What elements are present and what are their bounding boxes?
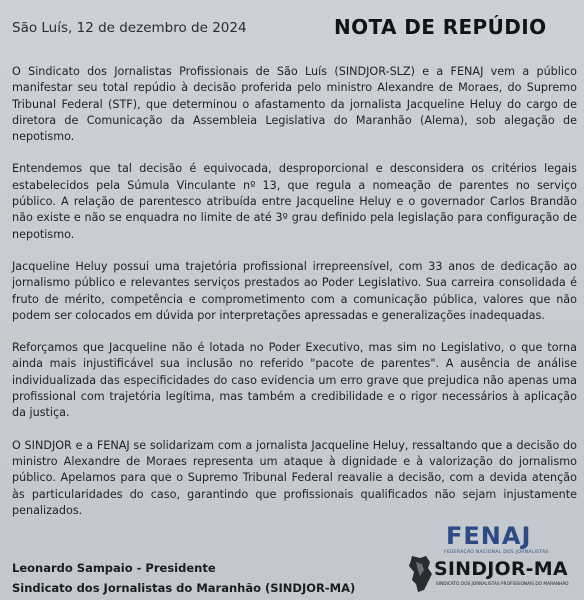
document-body: [12, 64, 577, 535]
fenaj-logo: FENAJ: [446, 522, 532, 550]
document-date: São Luís, 12 de dezembro de 2024: [12, 20, 247, 36]
document-title: NOTA DE REPÚDIO: [334, 15, 547, 39]
signature-name: Leonardo Sampaio - Presidente: [12, 561, 216, 575]
signature-organization: Sindicato dos Jornalistas do Maranhão (SINDJOR-MA): [12, 581, 356, 595]
sindjor-logo: SINDJOR-MA: [434, 558, 568, 580]
paragraph-5: O SINDJOR e a FENAJ se solidarizam com a jornalista Jacqueline Heluy, ressaltando que a decisão do ministro Alexandre de Moraes representa um ataque à dignidade e à valorização do jornalismo público. Apelamos para que o Supremo Tribunal Federal reavalie a decisão, com a devida atenção às particularidades do caso, garantindo que profissionais qualificados não sejam injustamente penalizados.: [12, 438, 577, 517]
maranhao-map-icon: [406, 554, 434, 594]
paragraph-2: Entendemos que tal decisão é equivocada, desproporcional e desconsidera os critérios legais estabelecidos pela Súmula Vinculante nº 13, que regula a nomeação de parentes no serviço público. A relação de parentesco atribuída entre Jacqueline Heluy e o governador Carlos Brandão não existe e não se enquadra no limite de até 3º grau definido pela legislação para configuração de nepotismo.: [12, 162, 577, 241]
sindjor-logo-subtitle: SINDICATO DOS JORNALISTAS PROFISSIONAIS DO MARANHÃO: [436, 582, 569, 587]
signature-block: [12, 558, 355, 598]
paragraph-1: O Sindicato dos Jornalistas Profissionais de São Luís (SINDJOR-SLZ) e a FENAJ vem a público manifestar seu total repúdio à decisão proferida pelo ministro Alexandre de Moraes, do Supremo Tribunal Federal (STF), que determinou o afastamento da jornalista Jacqueline Heluy do cargo de diretora de Comunicação da Assembleia Legislativa do Maranhão (Alema), sob alegação de nepotismo.: [12, 65, 577, 144]
paragraph-4: Reforçamos que Jacqueline não é lotada no Poder Executivo, mas sim no Legislativo, o que torna ainda mais injustificável sua inclusão no referido "pacote de parentes". A ausência de análise individualizada das especificidades do caso evidencia um erro grave que prejudica não apenas uma profissional com trajetória legítima, mas também a credibilidade e o rigor necessários à aplicação da justiça.: [12, 341, 577, 420]
paragraph-3: Jacqueline Heluy possui uma trajetória profissional irrepreensível, com 33 anos de dedicação ao jornalismo público e relevantes serviços prestados ao Poder Legislativo. Sua carreira consolidada é fruto de mérito, competência e comprometimento com a comunicação pública, valores que não podem ser colocados em dúvida por interpretações apressadas e generalizações inadequadas.: [12, 259, 577, 322]
logos-area: [404, 518, 580, 598]
fenaj-logo-subtitle: FEDERAÇÃO NACIONAL DOS JORNALISTAS: [444, 550, 549, 555]
